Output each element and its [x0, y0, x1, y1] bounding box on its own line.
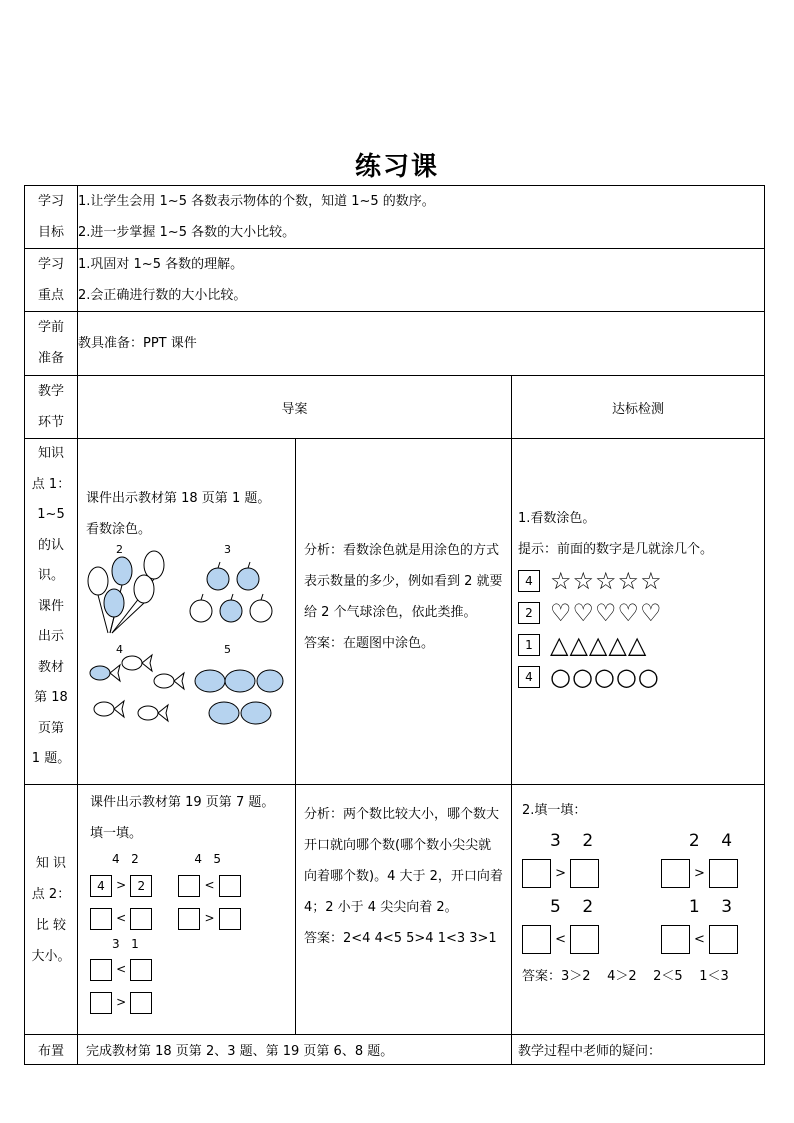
label-stage: 教学 环节	[25, 376, 78, 439]
heart-icons: ♡♡♡♡♡	[550, 599, 663, 627]
check-row-hearts: 2 ♡♡♡♡♡	[518, 597, 758, 629]
kp1-check: 1.看数涂色。 提示：前面的数字是几就涂几个。 4 ☆☆☆☆☆ 2 ♡♡♡♡♡ 1 △△△△△ 4 ○○○○○	[512, 439, 765, 785]
kp1-label: 知识 点 1： 1~5 的认 识。 课件 出示 教材 第 18 页第 1 题。	[25, 439, 78, 785]
pic-num-5: 5	[224, 643, 231, 656]
triangle-icons: △△△△△	[550, 631, 648, 659]
kp2-guide: 课件出示教材第 19 页第 7 题。 填一填。 4 2 4 > 2 < 4 5 < > 3 1 < >	[78, 785, 296, 1035]
check-row-circles: 4 ○○○○○	[518, 661, 758, 693]
goldfish-illustration	[90, 655, 184, 721]
check-pair-32: 3 2 >	[522, 826, 599, 892]
homework-text: 完成教材第 18 页第 2、3 题、第 19 页第 6、8 题。	[78, 1035, 512, 1065]
lesson-table	[24, 185, 765, 1065]
page-title: 练习课	[354, 152, 439, 182]
row-key	[25, 249, 765, 312]
row-kp2	[25, 785, 765, 1035]
pic-num-3: 3	[224, 543, 231, 556]
circle-icons: ○○○○○	[550, 663, 660, 691]
label-goal: 学习 目标	[25, 186, 78, 249]
col-check-header: 达标检测	[512, 376, 765, 439]
row-kp1	[25, 439, 765, 785]
kp1-picture	[86, 541, 286, 761]
row-homework	[25, 1035, 765, 1065]
balloons-illustration	[88, 551, 164, 633]
check-row-stars: 4 ☆☆☆☆☆	[518, 565, 758, 597]
check-pair-24: 2 4 >	[661, 826, 738, 892]
kp1-guide: 课件出示教材第 18 页第 1 题。 看数涂色。 2 3 4 5	[78, 439, 296, 785]
col-guide-header: 导案	[78, 376, 512, 439]
kp2-check-answer: 答案：3＞2 4＞2 2＜5 1＜3	[522, 969, 729, 984]
check-row-triangles: 1 △△△△△	[518, 629, 758, 661]
row-prep	[25, 312, 765, 376]
apples-illustration	[190, 562, 272, 622]
goal-text: 1.让学生会用 1~5 各数表示物体的个数，知道 1~5 的数序。 2.进一步掌握 1~5 各数的大小比较。	[78, 186, 765, 249]
label-homework: 布置	[25, 1035, 78, 1065]
kp2-check: 2.填一填： 3 2 > 2 4 > 5 2 < 1 3 < 答案：3＞2 4＞2 2＜5 1＜3	[512, 785, 765, 1035]
teacher-question: 教学过程中老师的疑问：	[512, 1035, 765, 1065]
pic-num-2: 2	[116, 543, 123, 556]
label-prep: 学前 准备	[25, 312, 78, 376]
eggplants-illustration	[195, 670, 283, 724]
kp2-label: 知 识 点 2： 比 较 大小。	[25, 785, 78, 1035]
pair-31: 3 1 < >	[90, 935, 287, 1019]
key-text: 1.巩固对 1~5 各数的理解。 2.会正确进行数的大小比较。	[78, 249, 765, 312]
row-goal	[25, 186, 765, 249]
pic-num-4: 4	[116, 643, 123, 656]
prep-text: 教具准备：PPT 课件	[78, 312, 765, 376]
star-icons: ☆☆☆☆☆	[550, 567, 663, 595]
pair-42: 4 2 4 > 2 <	[90, 849, 152, 935]
check-pair-13: 1 3 <	[661, 892, 738, 958]
pair-45: 4 5 < >	[178, 849, 240, 935]
check-pair-52: 5 2 <	[522, 892, 599, 958]
kp1-analysis: 分析：看数涂色就是用涂色的方式表示数量的多少，例如看到 2 就要给 2 个气球涂色，依此类推。 答案：在题图中涂色。	[296, 439, 512, 785]
kp2-analysis: 分析：两个数比较大小，哪个数大开口就向哪个数(哪个数小尖尖就向着哪个数)。4 大于 2，开口向着 4；2 小于 4 尖尖向着 2。 答案：2<4 4<5 5>4 1<3 3>1	[296, 785, 512, 1035]
label-key: 学习 重点	[25, 249, 78, 312]
row-header	[25, 376, 765, 439]
